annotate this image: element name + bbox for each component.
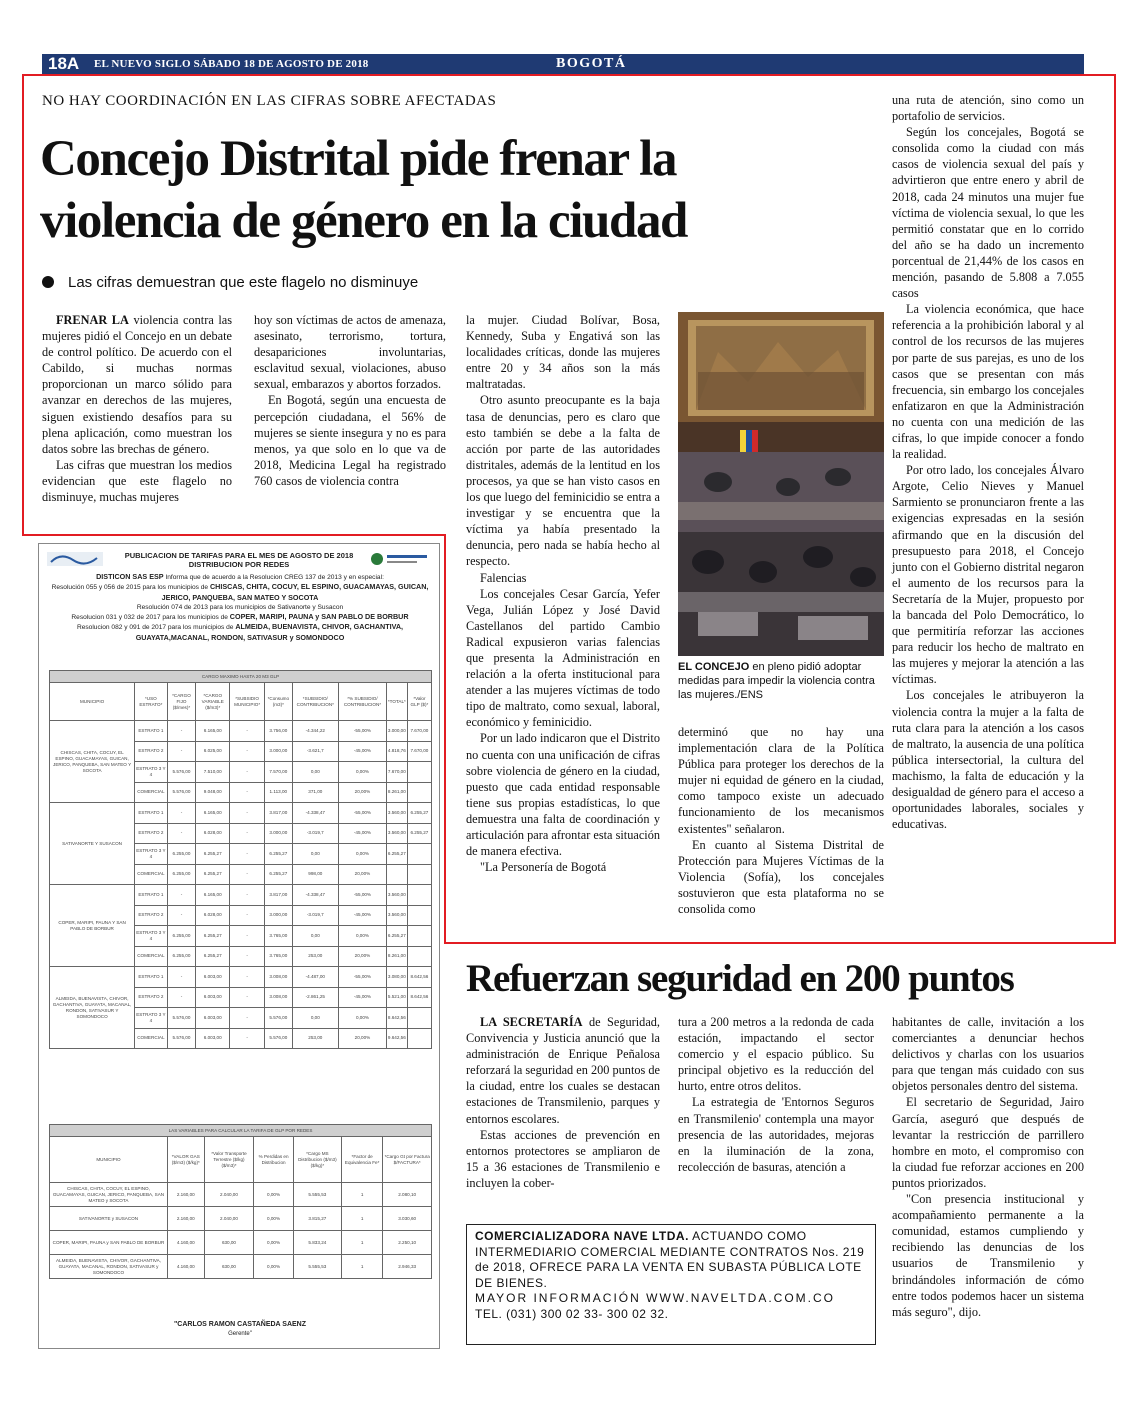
municipio-cell: ALMEIDA, BUENAVISTA, CHIVOR, GACHANTIVA, GUAYATA, MACANAL, RONDON, SATIVASUR Y SOMONDOCO [50, 967, 135, 1049]
table-cell: - [167, 905, 196, 926]
article-subhead [42, 273, 418, 293]
paragraph: Según los concejales, Bogotá se consolida como la ciudad con más casos de violencia sexual del país y advirtieron que entre enero y abril de 2018, cada 24 minutos una mujer fue víctima de violencia sexual, lo que les permitió constatar que en lo corrido del año se ha dado un incremento porcentual de 21,44% de los casos en mención, pasando de 5.808 a 7.055 casos [892, 125, 1084, 301]
table-cell: 20,00% [339, 1028, 387, 1049]
column-header: *Cargo Gt por Factura $/FACTURA* [383, 1137, 432, 1183]
photo-caption [678, 660, 884, 702]
table-cell: - [167, 803, 196, 824]
table-cell: -55,00% [339, 967, 387, 988]
table-cell: - [230, 864, 265, 885]
paragraph: Los concejales Cesar García, Yefer Vega, Julián López y José David Castellanos del partido Cambio Radical expusieron varias falencias que presenta la Administración en relación a la oferta institucional para atender a las mujeres víctimas de todo tipo de maltrato, como sexual, laboral, económico y feminicidio. [466, 586, 660, 730]
table-cell: 6.255,00 [167, 864, 196, 885]
highlight-outline-bottom [444, 942, 1116, 944]
article-headline: Concejo Distrital pide frenar la violencia de género en la ciudad [40, 131, 688, 249]
table-cell: 6.255,27 [386, 844, 407, 865]
table-cell: - [230, 967, 265, 988]
table-cell: 5.555,53 [293, 1183, 341, 1207]
table-cell: 3.008,00 [265, 967, 292, 988]
table-cell [386, 864, 407, 885]
table-cell: ESTRATO 1 [135, 803, 167, 824]
article-column-4 [678, 724, 884, 917]
table-cell: 630,00 [204, 1255, 254, 1279]
table-cell: 5.576,00 [167, 1008, 196, 1029]
table-cell [407, 926, 431, 947]
paragraph: Por otro lado, los concejales Álvaro Argote, Celio Nieves y Manuel Sarmiento se pronunciaron frente a las exigencias expresadas en la sesión afirmando que en la discusión del presupuesto para 2018, el Concejo junto con el Gobierno distrital negaron el aumento de los recursos para la Secretaría de la Mujer, propuesto por la bancada del Polo Democrático, lo que permitiría reforzar las acciones para reducir los hecho de maltrato en las mujeres y mejorar la atención a las víctimas. [892, 463, 1084, 687]
table-cell: 2.946,33 [383, 1255, 432, 1279]
table-cell: 2.040,00 [204, 1183, 254, 1207]
paragraph: La estrategia de 'Entornos Seguros en Transmilenio' contempla una mayor presencia de las autoridades, mejoras en la iluminación de la zona, recolección de basuras, atención a [678, 1095, 874, 1174]
table-cell: 630,00 [204, 1231, 254, 1255]
highlight-outline-inner [444, 534, 446, 944]
article-column-3 [466, 312, 660, 875]
paragraph: En cuanto al Sistema Distrital de Protección para Mujeres Víctimas de la Violencia (Sofía), los concejales sostuvieron que esta plataforma no se consolida como [678, 837, 884, 917]
municipio-cell: CHISCAS, CHITA, COCUY, EL ESPINO, GUACAMAYAS, GUICAN, JERICO, PANQUEBA, SAN MATEO Y SOCOTA [50, 721, 135, 803]
table-cell: - [230, 1008, 265, 1029]
paragraph: de Seguridad, Convivencia y Justicia anunció que la administración de Enrique Peñalosa reforzará la seguridad en 200 puntos de la ciudad, entre los cuales se destacan estaciones de Transmilenio, parques y entornos escolares. [466, 1015, 660, 1126]
table-cell: COMERCIAL [135, 782, 167, 803]
table-cell [407, 905, 431, 926]
table-cell: 7.670,00 [386, 762, 407, 783]
table-cell: 3.560,00 [386, 803, 407, 824]
table-row [50, 967, 432, 988]
caption-lead: EL CONCEJO [678, 661, 750, 673]
highlight-outline-step [22, 534, 446, 536]
table-row [50, 803, 432, 824]
paragraph: La violencia económica, que hace referencia a la prohibición laboral y al control de los recursos de las mujeres por parte de sus parejas, es uno de los casos que se presentan con más frecuencia, sin embargo los concejales enfatizaron en que la Administración no cuenta con una medición de las cifras, lo que impide conocer a fondo la realidad. [892, 302, 1084, 462]
table-cell: 0,00% [339, 844, 387, 865]
table-cell: 20,00% [339, 946, 387, 967]
table-cell: 20,00% [339, 864, 387, 885]
table-cell: 0,00 [292, 1008, 339, 1029]
municipio-cell: CHISCAS, CHITA, COCUY, EL ESPINO, GUACAMAYAS, GUICAN, JERICO, PANQUEBA, SAN MATEO y SOCOTA [50, 1183, 168, 1207]
table-cell: 0,00% [339, 926, 387, 947]
table-cell: 5.576,00 [167, 762, 196, 783]
tariff-line: Informa que de acuerdo a la Resolucion CREG 137 de 2013 y en especial: [165, 574, 384, 581]
tariff-line: Resolución 055 y 056 de 2015 para los municipios de [51, 584, 209, 592]
table-cell: 6.003,00 [196, 967, 230, 988]
table-cell: 6.255,27 [265, 844, 292, 865]
paragraph: la mujer. Ciudad Bolívar, Bosa, Kennedy, Suba y Engativá son las localidades críticas, donde las mujeres entre 20 y 34 años son la más maltratadas. [466, 313, 660, 392]
table-cell: 3.817,00 [265, 803, 292, 824]
table-cell: 5.576,00 [265, 1008, 292, 1029]
table-cell: -3.019,7 [292, 823, 339, 844]
table-cell: 3.560,00 [386, 905, 407, 926]
masthead-bar [42, 54, 1084, 74]
table-row [50, 885, 432, 906]
section-name: BOGOTÁ [556, 56, 627, 71]
tariff-line: Resolucion 031 y 032 de 2017 para los municipios de [71, 614, 228, 622]
paragraph: "Con presencia institucional y acompañamiento permanente a la comunidad, estamos cumpliendo y recibiendo las denuncias de los usuarios de Transmilenio y brindándoles información de cómo entre todos podemos hacer un sistema más seguro", dijo. [892, 1192, 1084, 1319]
table-cell: -3.019,7 [292, 905, 339, 926]
table-cell: 6.255,27 [407, 823, 431, 844]
subtitle: Falencias [480, 570, 527, 585]
table-cell: 1.113,00 [265, 782, 292, 803]
paragraph: Los concejales le atribuyeron la violencia contra la mujer a la falta de ruta clara para la atención a los casos de maltrato, la ausencia de una política pública intersectorial, la cultura del machismo, la falta de educación y la desigualdad de género para el acceso a oportunidades laborales, sociales y educativas. [892, 688, 1084, 832]
table-cell: 7.510,00 [196, 762, 230, 783]
paragraph: violencia contra las mujeres pidió el Concejo en un debate de control político. De acuerdo con el Cabildo, si muchas normas proporcionan un marco sólido para avanzar en derechos de las mujeres, siguen existiendo desafíos para su plena aplicación, como muestran los datos sobre las brechas de género. [42, 313, 232, 456]
table-cell: 3.756,00 [265, 721, 292, 742]
table-cell: COMERCIAL [135, 864, 167, 885]
table-cell: 6.165,00 [196, 721, 230, 742]
tariff-title [99, 551, 379, 569]
article-column-2 [254, 312, 446, 489]
table-cell: 3.560,00 [386, 885, 407, 906]
paper-date: EL NUEVO SIGLO SÁBADO 18 DE AGOSTO DE 2018 [94, 58, 369, 70]
table-cell: - [167, 967, 196, 988]
table-cell: 9.642,56 [386, 1028, 407, 1049]
table-header-row [50, 1137, 432, 1183]
table-cell: - [230, 1028, 265, 1049]
paragraph: Por un lado indicaron que el Distrito no cuenta con una unificación de cifras sobre violencia de género en la ciudad, puesto que cada entidad responsable tiene sus propias estadísticas, lo que demuestra una falta de coordinación y articulación para afrontar esta situación de manera efectiva. [466, 731, 660, 859]
table-cell: - [230, 721, 265, 742]
table-cell: 3.815,27 [293, 1207, 341, 1231]
paragraph: habitantes de calle, invitación a los comerciantes a denunciar hechos delictivos y charlas con los usuarios para que tengan más cuidado con sus objetos personales dentro del sistema. [892, 1015, 1084, 1094]
table-cell: 0,00 [292, 762, 339, 783]
paragraph: En Bogotá, según una encuesta de percepción ciudadana, el 56% de mujeres se siente insegura y no es para menos, ya que solo en lo que va de 2018, Medicina Legal ha registrado 760 casos de violencia contra [254, 393, 446, 488]
table-caption: CARGO MAXIMO HASTA 20 M3 GLP [50, 671, 432, 683]
table-cell: 8.261,00 [386, 782, 407, 803]
paragraph: determinó que no hay una implementación clara de la Política Pública para proteger los derechos de la mujer ni equidad de género en la ciudad, como tampoco existe un adecuado funcionamiento de los mecanismos existentes" señalaron. [678, 725, 884, 836]
table-cell: 998,00 [292, 864, 339, 885]
table-cell: 2.250,10 [383, 1231, 432, 1255]
signatory-name: "CARLOS RAMON CASTAÑEDA SAENZ [173, 1321, 307, 1328]
table-cell: 3.008,00 [265, 987, 292, 1008]
tariff-company: DISTICON SAS ESP [96, 572, 164, 581]
table-cell: - [167, 741, 196, 762]
table-cell [407, 885, 431, 906]
page-number: 18A [48, 54, 80, 73]
bullet-icon [42, 276, 54, 288]
lead-words: LA SECRETARÍA [480, 1015, 583, 1029]
column-header: *SUBSIDIO MUNICIPIO* [230, 683, 265, 721]
column-header: *Valor Transporte Terrestre ($/kg) ($/m3)* [204, 1137, 254, 1183]
council-session-illustration [678, 312, 884, 656]
table-cell: 6.165,00 [196, 803, 230, 824]
table-cell: 6.028,00 [196, 905, 230, 926]
table-cell: 3.817,00 [265, 885, 292, 906]
tariff-title-line: PUBLICACION DE TARIFAS PARA EL MES DE AGOSTO DE 2018 [124, 551, 354, 560]
table-cell: 6.255,00 [167, 844, 196, 865]
table-cell: -45,00% [339, 987, 387, 1008]
table-cell: ESTRATO 2 [135, 823, 167, 844]
table-cell: - [230, 885, 265, 906]
table-cell: 2.160,00 [167, 1207, 204, 1231]
highlight-outline-right [1114, 74, 1116, 944]
table-cell: 0,00% [339, 1008, 387, 1029]
table-cell: - [230, 926, 265, 947]
paragraph: hoy son víctimas de actos de amenaza, asesinato, terrorismo, tortura, desapariciones involuntarias, esclavitud sexual, violaciones, abuso sexual, embarazos y abortos forzados. [254, 313, 446, 392]
table-cell: 7.670,00 [407, 721, 431, 742]
article2-column-1 [466, 1014, 660, 1191]
table-cell: 20,00% [339, 782, 387, 803]
article2-headline: Refuerzan seguridad en 200 puntos [466, 957, 1014, 1000]
article-kicker: NO HAY COORDINACIÓN EN LAS CIFRAS SOBRE AFECTADAS [42, 93, 497, 109]
lead-words: FRENAR LA [56, 313, 129, 327]
table-cell: 2.040,00 [204, 1207, 254, 1231]
table-cell: 5.555,53 [293, 1255, 341, 1279]
table-cell: 3.000,00 [386, 721, 407, 742]
table-cell: -4.487,00 [292, 967, 339, 988]
paragraph: tura a 200 metros a la redonda de cada estación, impactando el sector comercio y el espacio público. Su principal objetivo es la reducción del hurto, entre otros delitos. [678, 1015, 874, 1094]
table-cell: 4.160,00 [167, 1255, 204, 1279]
table-cell: 6.255,27 [196, 946, 230, 967]
table-cell: -55,00% [339, 885, 387, 906]
subhead-text: Las cifras demuestran que este flagelo no disminuye [68, 274, 419, 291]
table-cell: 3.080,00 [386, 967, 407, 988]
table-cell: -55,00% [339, 721, 387, 742]
table-cell: 4.160,00 [167, 1231, 204, 1255]
table-cell: COMERCIAL [135, 1028, 167, 1049]
table-cell: 6.255,00 [167, 946, 196, 967]
paragraph: El secretario de Seguridad, Jairo García, aseguró que después de levantar la restricción de parrillero hombre en moto, el compromiso con la ciudad fue reforzar acciones en 200 puntos priorizados. [892, 1095, 1084, 1190]
table-cell: 6.255,27 [407, 803, 431, 824]
table-cell [407, 844, 431, 865]
column-header: *Consumo (m3)* [265, 683, 292, 721]
table-row [50, 1231, 432, 1255]
table-cell: - [167, 885, 196, 906]
table-cell: 6.003,00 [196, 987, 230, 1008]
table-cell: ESTRATO 2 [135, 741, 167, 762]
table-cell [407, 946, 431, 967]
table-cell: - [230, 741, 265, 762]
ad-website: MAYOR INFORMACIÓN WWW.NAVELTDA.COM.CO [475, 1291, 835, 1305]
tariff-municipios: COPER, MARIPI, PAUNA y SAN PABLO DE BORBUR [229, 612, 409, 622]
tariff-municipios: ALMEIDA, BUENAVISTA, CHIVOR, GACHANTIVA, GUAYATA,MACANAL, RONDON, SATIVASUR y SOMONDOCO [135, 622, 404, 642]
municipio-cell: SATIVANORTE y SUSACON [50, 1207, 168, 1231]
table-cell: -45,00% [339, 741, 387, 762]
table-row [50, 1207, 432, 1231]
table-cell: ESTRATO 1 [135, 885, 167, 906]
caption-text: en pleno pidió adoptar medidas para impedir la violencia contra las mujeres./ENS [678, 661, 875, 701]
table-cell: 6.255,00 [167, 926, 196, 947]
table-cell: 8.261,00 [386, 946, 407, 967]
table-cell: - [230, 823, 265, 844]
column-header: *Valor GLP ($)* [407, 683, 431, 721]
table-cell: 6.165,00 [196, 885, 230, 906]
table-cell: - [167, 823, 196, 844]
table-cell: 0,00% [339, 762, 387, 783]
table-cell: 1 [341, 1183, 382, 1207]
table-row [50, 721, 432, 742]
table-cell: 3.765,00 [265, 946, 292, 967]
table-row [50, 1255, 432, 1279]
table-cell: 371,00 [292, 782, 339, 803]
paragraph: Otro asunto preocupante es la baja tasa de denuncias, pero es claro que esto también se debe a la falta de acción por parte de las autoridades distritales, además de la lentitud en los procesos, ya que se han visto casos en los que luego del feminicidio se entra a investigar y se encuentra que la víctima ya había presentado la denuncia, pero nada se había hecho al respecto. [466, 393, 660, 569]
table-cell: 6.028,00 [196, 823, 230, 844]
table-cell: - [230, 762, 265, 783]
table-cell: 0,00% [254, 1231, 293, 1255]
table-cell: ESTRATO 1 [135, 721, 167, 742]
table-cell: - [230, 946, 265, 967]
tariff-subtitle-line: DISTRIBUCION POR REDES [188, 560, 290, 569]
table-cell: -4.338,47 [292, 803, 339, 824]
column-header: *SUBSIDIO/ CONTRIBUCION* [292, 683, 339, 721]
paragraph: una ruta de atención, sino como un portafolio de servicios. [892, 93, 1084, 124]
table-cell: 4.818,76 [386, 741, 407, 762]
variables-table [49, 1124, 432, 1279]
table-cell: 8.642,56 [407, 987, 431, 1008]
tariff-line: Resolucion 082 y 091 de 2017 para los municipios de [76, 624, 234, 632]
table-cell: 5.833,24 [293, 1231, 341, 1255]
table-cell: 253,00 [292, 946, 339, 967]
table-cell: 0,00 [292, 926, 339, 947]
table-cell [407, 864, 431, 885]
ad-text: ACTUANDO COMO INTERMEDIARIO COMERCIAL MEDIANTE CONTRATOS Nos. 219 de 2018, OFRECE PARA LA VENTA EN SUBASTA PÚBLICA LOTE DE BIENES. [475, 1229, 865, 1290]
table-cell: -45,00% [339, 823, 387, 844]
ad-phone: TEL. (031) 300 02 33- 300 02 32. [475, 1306, 669, 1321]
table-cell: 6.255,27 [196, 926, 230, 947]
tariff-notice [38, 543, 440, 1349]
table-cell: 2.080,10 [383, 1183, 432, 1207]
table-cell: 0,00 [292, 844, 339, 865]
table-cell: 9.048,00 [196, 782, 230, 803]
table-cell: - [230, 905, 265, 926]
table-cell: -3.621,7 [292, 741, 339, 762]
table-cell: - [230, 987, 265, 1008]
table-cell: 6.003,00 [196, 1008, 230, 1029]
table-header-row [50, 683, 432, 721]
table-cell: 0,00% [254, 1207, 293, 1231]
table-cell [407, 762, 431, 783]
municipio-cell: COPER, MARIPI, PAUNA y SAN PABLO DE BORBUR [50, 1231, 168, 1255]
article-column-1 [42, 312, 232, 505]
table-cell: ESTRATO 3 Y 4 [135, 926, 167, 947]
table-caption-row [50, 671, 432, 683]
table-caption: LAS VARIABLES PARA CALCULAR LA TARIFA DE GLP POR REDES [50, 1125, 432, 1137]
table-cell: 1 [341, 1255, 382, 1279]
municipio-cell: ALMEIDA, BUENAVISTA, CHIVOR, GACHANTIVA, GUAYATA, MACANAL, RONDON, SATIVASUR y SOMONDOCO [50, 1255, 168, 1279]
tariff-municipios: CHISCAS, CHITA, COCUY, EL ESPINO, GUACAMAYAS, GUICAN, JERICO, PANQUEBA, SAN MATEO Y SOCOTA [161, 582, 429, 602]
column-header: *CARGO VARIABLE ($/m3)* [196, 683, 230, 721]
table-cell: 6.003,00 [196, 1028, 230, 1049]
tariff-body [49, 572, 431, 643]
table-cell: 5.521,00 [386, 987, 407, 1008]
table-cell: 0,00% [254, 1255, 293, 1279]
table-cell: 6.255,27 [196, 864, 230, 885]
table-cell [407, 1028, 431, 1049]
table-cell: 7.670,00 [407, 741, 431, 762]
table-cell: -2.861,25 [292, 987, 339, 1008]
column-header: MUNICIPIO [50, 683, 135, 721]
table-cell: 1 [341, 1207, 382, 1231]
table-cell: 2.160,00 [167, 1183, 204, 1207]
tariff-table [49, 670, 432, 1049]
table-cell: ESTRATO 1 [135, 967, 167, 988]
tariff-line: Resolución 074 de 2013 para los municipios de Sativanorte y Susacon [136, 603, 344, 611]
table-cell: 3.030,60 [383, 1207, 432, 1231]
paragraph: Estas acciones de prevención en entornos protectores se ampliaron de 15 a 36 estaciones de Transmilenio e incluyen la cober- [466, 1127, 660, 1190]
table-cell [407, 1008, 431, 1029]
paragraph: Las cifras que muestran los medios evidencian que este flagelo no disminuye, muchas mujeres [42, 457, 232, 505]
ad-company: COMERCIALIZADORA NAVE LTDA. [475, 1229, 689, 1243]
table-cell: 8.642,56 [407, 967, 431, 988]
table-cell: ESTRATO 2 [135, 987, 167, 1008]
table-cell: 3.560,00 [386, 823, 407, 844]
table-cell: - [230, 844, 265, 865]
table-cell: 3.000,00 [265, 905, 292, 926]
table-cell [407, 782, 431, 803]
table-cell: 5.576,00 [167, 782, 196, 803]
table-cell: 5.576,00 [167, 1028, 196, 1049]
table-cell: 8.642,56 [386, 1008, 407, 1029]
column-header: *VALOR GAS ($/m3) ($/kg)* [167, 1137, 204, 1183]
paragraph: "La Personería de Bogotá [480, 860, 607, 875]
column-header: % Perdidas en Distribucion [254, 1137, 293, 1183]
table-cell: 3.000,00 [265, 823, 292, 844]
table-cell: 6.255,27 [386, 926, 407, 947]
table-cell: -4.344,22 [292, 721, 339, 742]
table-cell: 0,00% [254, 1183, 293, 1207]
table-cell: 3.000,00 [265, 741, 292, 762]
column-header: MUNICIPIO [50, 1137, 168, 1183]
table-cell: - [167, 721, 196, 742]
table-cell: 6.025,00 [196, 741, 230, 762]
table-cell: 7.570,00 [265, 762, 292, 783]
municipio-cell: SATIVANORTE Y SUSACON [50, 803, 135, 885]
column-header: *TOTAL* [386, 683, 407, 721]
table-cell: - [230, 803, 265, 824]
table-cell: -4.338,47 [292, 885, 339, 906]
article2-column-3 [892, 1014, 1084, 1320]
highlight-outline-left [22, 74, 24, 536]
column-header: *Cargo MS Distribucion ($/m3) ($/kg)* [293, 1137, 341, 1183]
table-cell: ESTRATO 2 [135, 905, 167, 926]
article-column-5 [892, 92, 1084, 832]
table-cell: 253,00 [292, 1028, 339, 1049]
table-cell: 1 [341, 1231, 382, 1255]
auction-ad [466, 1224, 876, 1345]
column-header: *% SUBSIDIO/ CONTRIBUCION* [339, 683, 387, 721]
table-row [50, 1183, 432, 1207]
council-photo [678, 312, 884, 656]
column-header: *Factor de Equivalencia Fe* [341, 1137, 382, 1183]
highlight-outline-top [22, 74, 1116, 76]
article2-column-2 [678, 1014, 874, 1175]
table-cell: - [230, 782, 265, 803]
column-header: *CARGO FIJO ($/mes)* [167, 683, 196, 721]
table-cell: - [167, 987, 196, 1008]
table-cell: ESTRATO 3 Y 4 [135, 762, 167, 783]
table-cell: -45,00% [339, 905, 387, 926]
table-cell: 5.576,00 [265, 1028, 292, 1049]
table-cell: -55,00% [339, 803, 387, 824]
table-cell: 6.255,27 [265, 864, 292, 885]
column-header: *USO ESTRATO* [135, 683, 167, 721]
table-cell: 6.255,27 [196, 844, 230, 865]
disticon-logo [47, 550, 103, 568]
signatory-role: Gerente" [228, 1331, 252, 1337]
table-cell: COMERCIAL [135, 946, 167, 967]
table-cell: ESTRATO 3 Y 4 [135, 1008, 167, 1029]
table-caption-row [50, 1125, 432, 1137]
table-cell: 3.765,00 [265, 926, 292, 947]
table-cell: ESTRATO 3 Y 4 [135, 844, 167, 865]
municipio-cell: COPER, MARIPI, PAUNA Y SAN PABLO DE BORBUR [50, 885, 135, 967]
